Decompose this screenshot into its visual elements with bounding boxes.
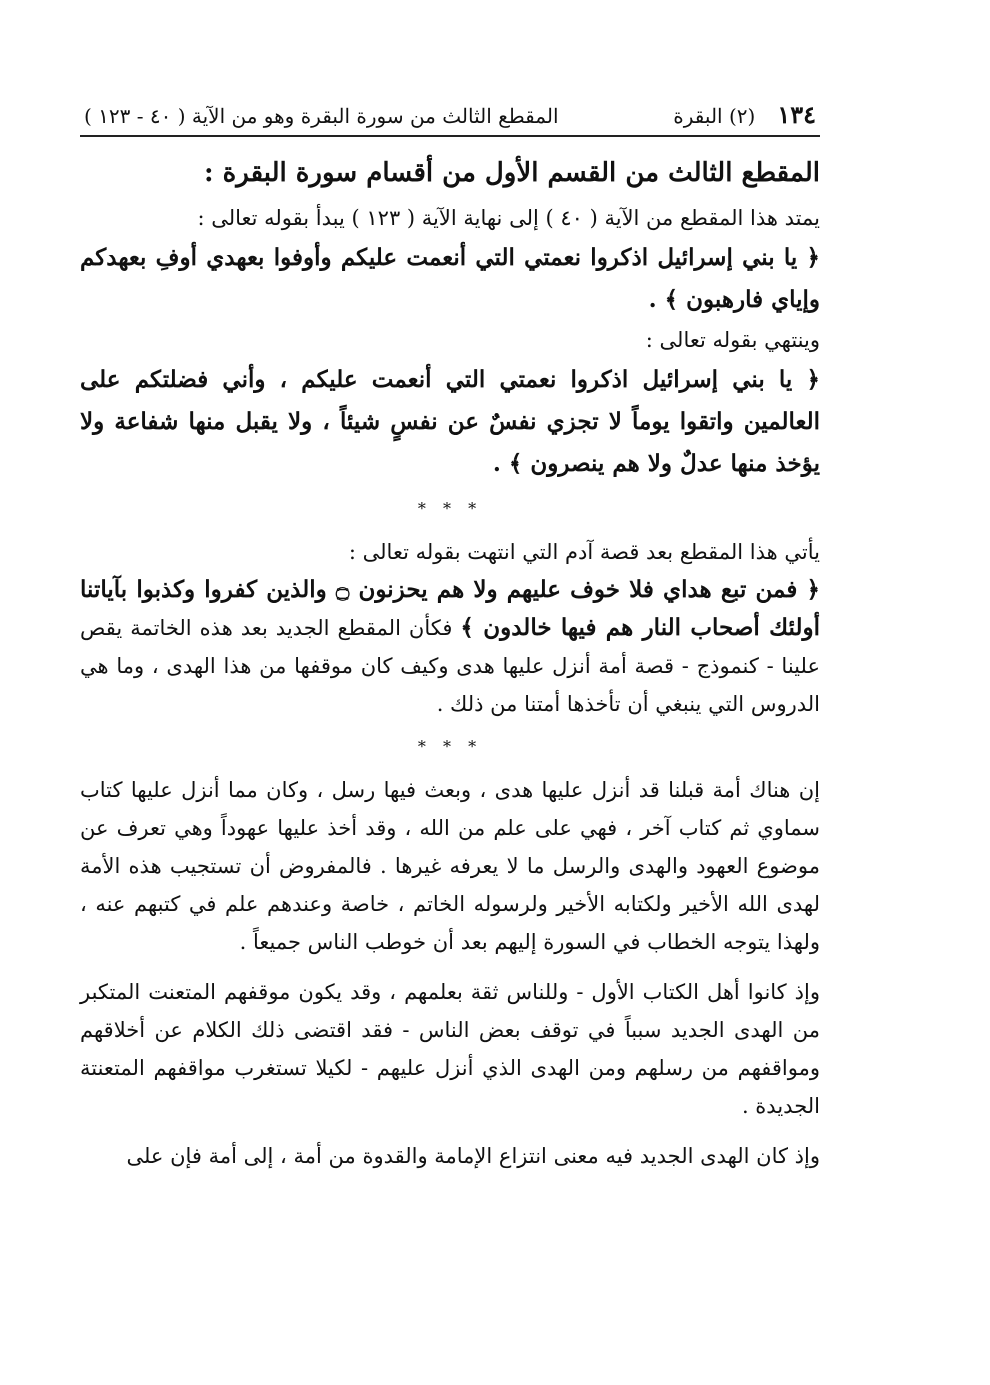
paragraph-context [80, 571, 820, 723]
section-description: المقطع الثالث من سورة البقرة وهو من الآية ( ٤٠ - ١٢٣ ) [84, 104, 559, 128]
paragraph-2: وإذ كانوا أهل الكتاب الأول - وللناس ثقة بعلمهم ، وقد يكون موقفهم المتعنت المتكبر من الهدى الجديد سبباً في توقف بعض الناس - فقد اقتضى ذلك الكلام عن أخلاقهم ومواقفهم من رسلهم ومن الهدى الذي أنزل عليهم - لكيلا تستغرب مواقفهم المتعنتة الجديدة . [80, 980, 820, 1118]
section-separator: * * * [417, 737, 483, 756]
ends-line: وينتهي بقوله تعالى : [645, 328, 820, 352]
book-page [80, 100, 820, 1175]
page-number: ١٣٤ [777, 100, 816, 129]
quran-verse-closing: ﴿ يا بني إسرائيل اذكروا نعمتي التي أنعمت عليكم ، وأني فضلتكم على العالمين واتقوا يوماً لا تجزي نفسٌ عن نفسٍ شيئاً ، ولا يقبل منها شفاعة ولا يؤخذ منها عدلٌ ولا هم ينصرون ﴾ . [80, 366, 820, 477]
header-right [673, 100, 816, 129]
quran-verse-opening: ﴿ يا بني إسرائيل اذكروا نعمتي التي أنعمت عليكم وأوفوا بعهدي أوفِ بعهدكم وإياي فارهبون ﴾ . [80, 244, 820, 313]
quran-verse-adam: ﴿ فمن تبع هداي فلا خوف عليهم ولا هم يحزنون ۝ والذين كفروا وكذبوا بآياتنا أولئك أصحاب النار هم فيها خالدون ﴾ [80, 576, 820, 641]
section-title: المقطع الثالث من القسم الأول من أقسام سورة البقرة : [203, 158, 820, 188]
running-header [80, 100, 820, 137]
follows-line: يأتي هذا المقطع بعد قصة آدم التي انتهت بقوله تعالى : [348, 540, 820, 564]
surah-label: (٢) البقرة [673, 104, 756, 128]
paragraph-1: إن هناك أمة قبلنا قد أنزل عليها هدى ، وبعث فيها رسل ، وكان مما أنزل عليها كتاب سماوي ثم كتاب آخر ، فهي على علم من الله ، وقد أخذ عليها عهوداً وهي تعرف عن موضوع العهود والهدى والرسل ما لا يعرفه غيرها . فالمفروض أن تستجيب هذه الأمة لهدى الله الأخير ولكتابه الأخير ولرسوله الخاتم ، خاصة وعندهم علم في كتبهم عنه ، ولهذا يتوجه الخطاب في السورة إليهم بعد أن خوطب الناس جميعاً . [80, 778, 820, 954]
context-commentary: فكأن المقطع الجديد بعد هذه الخاتمة يقص علينا - كنموذج - قصة أمة أنزل عليها هدى وكيف كان موقفها من هذا الهدى ، وما هي الدروس التي ينبغي أن تأخذها أمتنا من ذلك . [80, 616, 820, 716]
intro-line: يمتد هذا المقطع من الآية ( ٤٠ ) إلى نهاية الآية ( ١٢٣ ) يبدأ بقوله تعالى : [197, 206, 820, 230]
paragraph-3: وإذ كان الهدى الجديد فيه معنى انتزاع الإمامة والقدوة من أمة ، إلى أمة فإن على [126, 1144, 820, 1168]
section-separator: * * * [417, 499, 483, 518]
